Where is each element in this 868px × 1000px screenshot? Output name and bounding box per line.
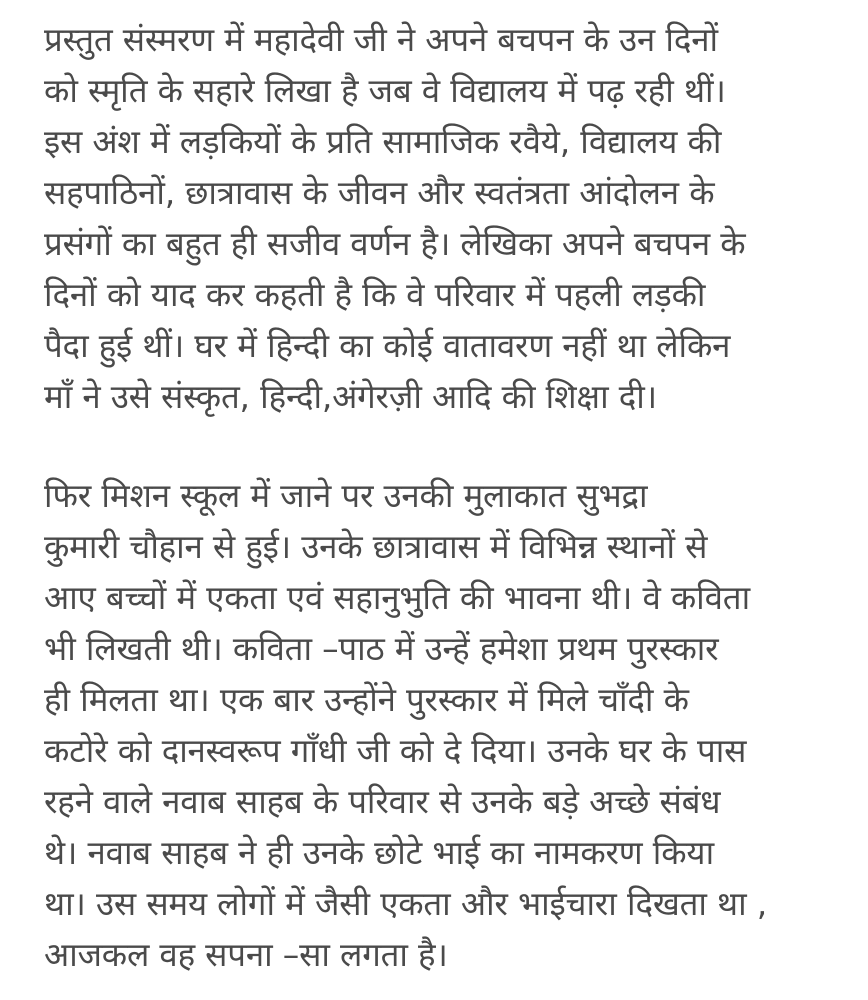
text-line: थे। नवाब साहब ने ही उनके छोटे भाई का नामकरण किया — [44, 833, 714, 872]
text-line: फिर मिशन स्कूल में जाने पर उनकी मुलाकात सुभद्रा — [44, 476, 648, 515]
text-line: को स्मृति के सहारे लिखा है जब वे विद्यालय में पढ़ रही थीं। — [44, 71, 726, 110]
text-line: कुमारी चौहान से हुई। उनके छात्रावास में विभिन्न स्थानों से — [44, 527, 708, 566]
text-line: माँ ने उसे संस्कृत, हिन्दी,अंगेरज़ी आदि की शिक्षा दी। — [44, 377, 657, 416]
text-line: आए बच्चों में एकता एवं सहानुभुति की भावना थी। वे कविता — [44, 578, 750, 617]
text-line: प्रस्तुत संस्मरण में महादेवी जी ने अपने बचपन के उन दिनों — [44, 20, 718, 59]
text-line: आजकल वह सपना –सा लगता है। — [44, 935, 448, 974]
text-line: ही मिलता था। एक बार उन्होंने पुरस्कार में मिले चाँदी के — [44, 680, 689, 719]
text-line: इस अंश में लड़कियों के प्रति सामाजिक रवैये, विद्यालय की — [44, 122, 722, 161]
text-line: था। उस समय लोगों में जैसी एकता और भाईचारा दिखता था , — [44, 884, 768, 923]
text-line: कटोरे को दानस्वरूप गाँधी जी को दे दिया। उनके घर के पास — [44, 731, 747, 770]
text-line: भी लिखती थी। कविता –पाठ में उन्हें हमेशा प्रथम पुरस्कार — [44, 629, 719, 668]
text-line: पैदा हुई थीं। घर में हिन्दी का कोई वातावरण नहीं था लेकिन — [44, 326, 731, 365]
text-line: रहने वाले नवाब साहब के परिवार से उनके बड़े अच्छे संबंध — [44, 782, 721, 821]
text-line: प्रसंगों का बहुत ही सजीव वर्णन है। लेखिका अपने बचपन के — [44, 224, 746, 263]
paragraph-2 — [44, 470, 838, 980]
text-line: सहपाठिनों, छात्रावास के जीवन और स्वतंत्रता आंदोलन के — [44, 173, 715, 212]
text-line: दिनों को याद कर कहती है कि वे परिवार में पहली लड़की — [44, 275, 706, 314]
paragraph-1 — [44, 14, 838, 422]
